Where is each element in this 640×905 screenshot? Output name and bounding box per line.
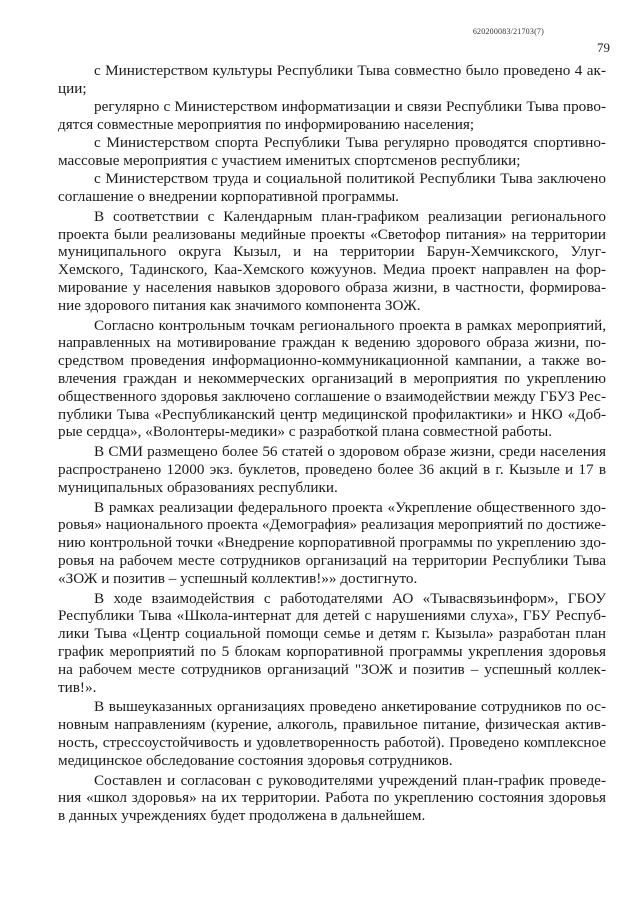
paragraph-culture: с Министерством культуры Республики Тыва совместно было проведено 4 акции; [58, 62, 606, 97]
document-body [58, 62, 606, 825]
paragraph-survey: В вышеуказанных организациях проведено анкетирование сотрудников по основным направлениям (курение, алкоголь, правильное питание, физическая активность, стрессоустойчивость и удовлетворенность работой). Проведено комплексное медицинское обследование состояния здоровья сотрудников. [58, 698, 606, 769]
paragraph-sport: с Министерством спорта Республики Тыва регулярно проводятся спортивно-массовые мероприятия с участием именитых спортсменов республики; [58, 134, 606, 169]
paragraph-informatization: регулярно с Министерством информатизации и связи Республики Тыва проводятся совместные мероприятия по информированию населения; [58, 98, 606, 133]
paragraph-media-projects: В соответствии с Календарным план-графиком реализации регионального проекта были реализованы медийные проекты «Светофор питания» на территории муниципального округа Кызыл, и на территории Барун-Хемчикского, Улуг-Хемского, Тадинского, Каа-Хемского кожуунов. Медиа проект направлен на формирование у населения навыков здорового образа жизни, в частности, формирование здорового питания как значимого компонента ЗОЖ. [58, 207, 606, 314]
paragraph-mass-media: В СМИ размещено более 56 статей о здоровом образе жизни, среди населения распространено 12000 экз. буклетов, проведено более 36 акций в г. Кызыле и 17 в муниципальных образованиях республики. [58, 443, 606, 496]
paragraph-employers: В ходе взаимодействия с работодателями АО «Тывасвязьинформ», ГБОУ Республики Тыва «Школа-интернат для детей с нарушениями слуха», ГБУ Республики Тыва «Центр социальной помощи семье и детям г. Кызыла» разработан план график мероприятий по 5 блокам корпоративной программы укрепления здоровья на рабочем месте сотрудников организаций "ЗОЖ и позитив – успешный коллектив!». [58, 589, 606, 696]
paragraph-health-schools: Составлен и согласован с руководителями учреждений план-график проведения «школ здоровья» на их территории. Работа по укреплению состояния здоровья в данных учреждениях будет продолжена в дальнейшем. [58, 771, 606, 825]
paragraph-federal-project: В рамках реализации федерального проекта «Укрепление общественного здоровья» национального проекта «Демография» реализация мероприятий по достижению контрольной точки «Внедрение корпоративной программы по укреплению здоровья на рабочем месте сотрудников организаций на территории Республики Тыва «ЗОЖ и позитив – успешный коллектив!»» достигнуто. [58, 498, 606, 587]
page-number: 79 [597, 40, 610, 55]
paragraph-labor: с Министерством труда и социальной политикой Республики Тыва заключено соглашение о внедрении корпоративной программы. [58, 170, 606, 206]
paragraph-agreement: Согласно контрольным точкам регионального проекта в рамках мероприятий, направленных на мотивирование граждан к ведению здорового образа жизни, посредством проведения информационно-коммуникационной кампании, а также вовлечения граждан и некоммерческих организаций в мероприятия по укреплению общественного здоровья заключено соглашение о взаимодействии между ГБУЗ Республики Тыва «Республиканский центр медицинской профилактики» и НКО «Добрые сердца», «Волонтеры-медики» с разработкой плана совместной работы. [58, 316, 606, 441]
document-code: 620200083/21703(7) [472, 27, 544, 36]
